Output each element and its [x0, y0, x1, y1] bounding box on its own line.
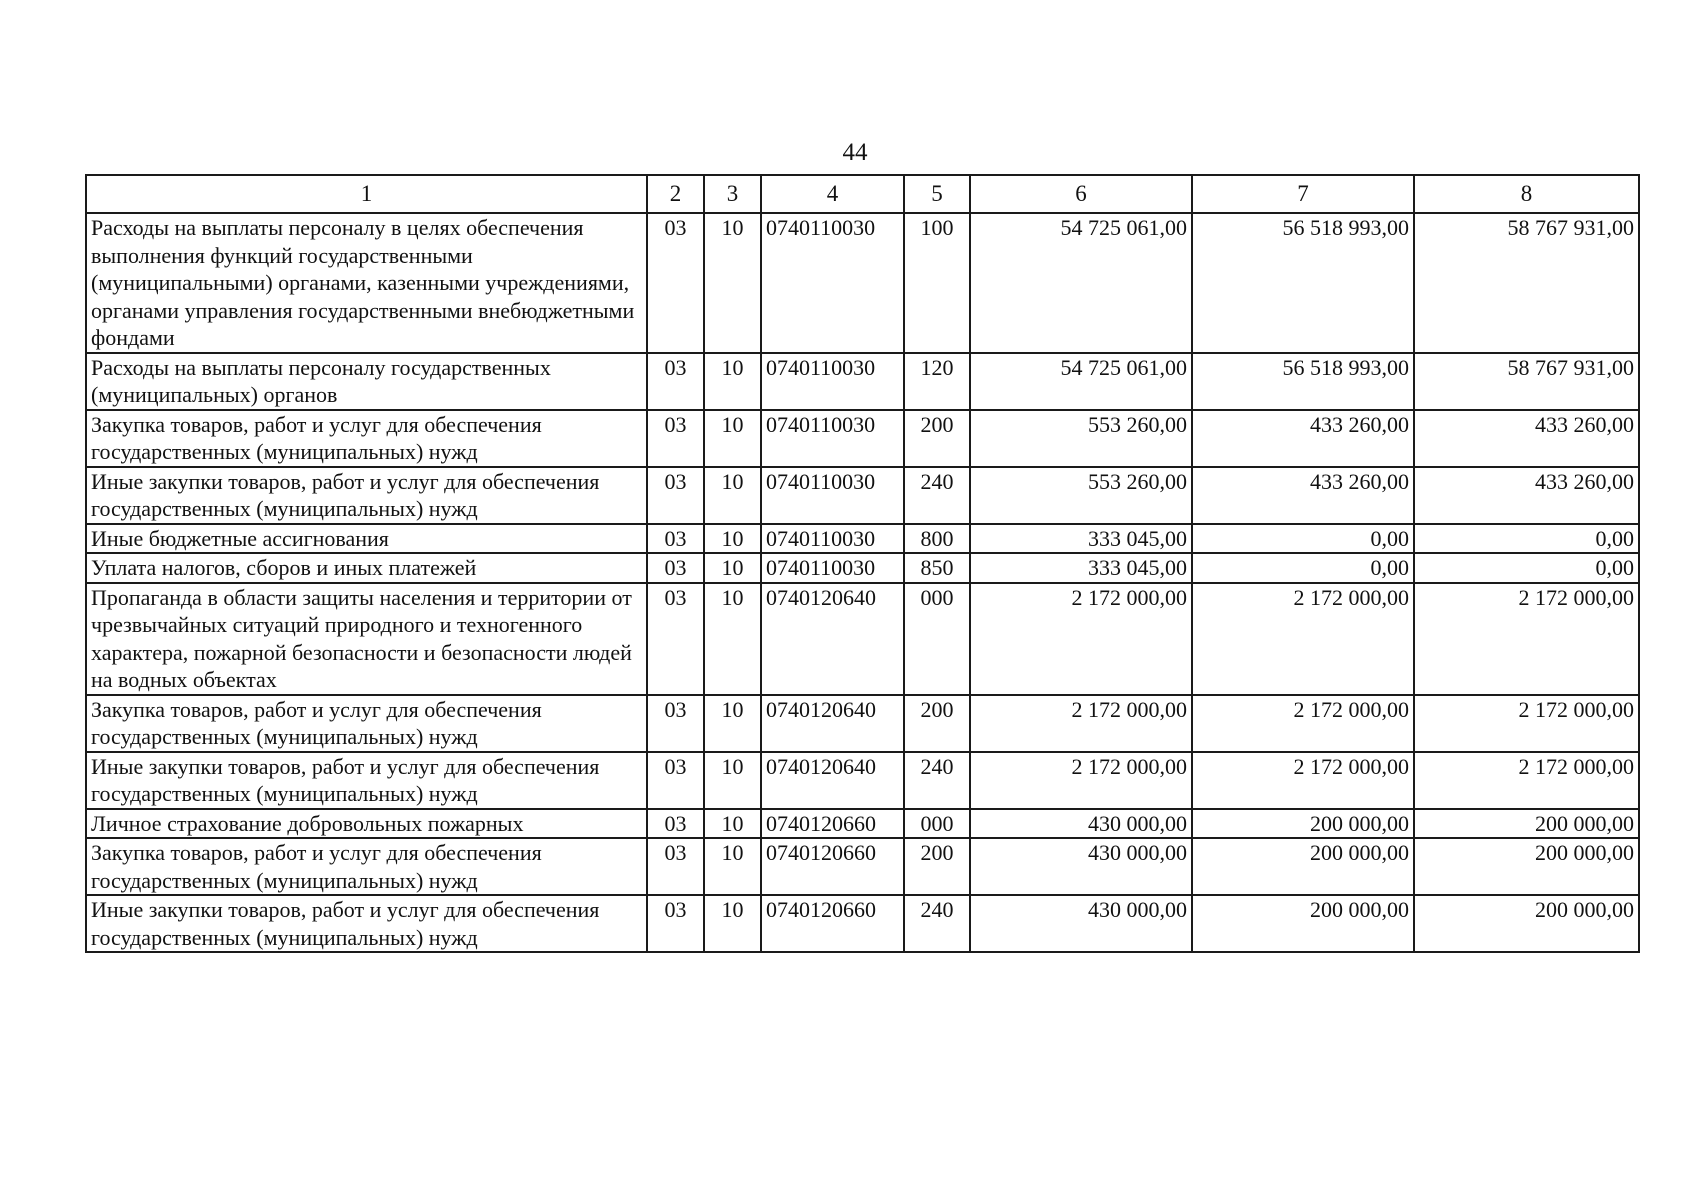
section-code-cell: 03: [647, 838, 704, 895]
column-header: 4: [761, 175, 904, 213]
amount-col7-cell: 200 000,00: [1192, 809, 1414, 839]
table-row: [86, 524, 1639, 554]
amount-col6-cell: 2 172 000,00: [970, 752, 1192, 809]
expense-type-cell: 200: [904, 410, 970, 467]
section-code-cell: 03: [647, 524, 704, 554]
amount-col6-cell: 2 172 000,00: [970, 583, 1192, 695]
subsection-code-cell: 10: [704, 353, 761, 410]
section-code-cell: 03: [647, 895, 704, 952]
target-article-cell: 0740120660: [761, 838, 904, 895]
target-article-cell: 0740110030: [761, 213, 904, 353]
amount-col7-cell: 56 518 993,00: [1192, 213, 1414, 353]
column-header: 2: [647, 175, 704, 213]
table-header-row: [86, 175, 1639, 213]
amount-col7-cell: 0,00: [1192, 524, 1414, 554]
expense-type-cell: 800: [904, 524, 970, 554]
section-code-cell: 03: [647, 410, 704, 467]
amount-col8-cell: 200 000,00: [1414, 809, 1639, 839]
section-code-cell: 03: [647, 583, 704, 695]
expense-type-cell: 240: [904, 895, 970, 952]
column-header: 3: [704, 175, 761, 213]
expense-type-cell: 200: [904, 695, 970, 752]
target-article-cell: 0740120640: [761, 752, 904, 809]
expense-name-cell: Уплата налогов, сборов и иных платежей: [86, 553, 647, 583]
expense-type-cell: 000: [904, 583, 970, 695]
section-code-cell: 03: [647, 467, 704, 524]
expense-type-cell: 000: [904, 809, 970, 839]
expense-type-cell: 240: [904, 467, 970, 524]
subsection-code-cell: 10: [704, 213, 761, 353]
amount-col8-cell: 58 767 931,00: [1414, 353, 1639, 410]
section-code-cell: 03: [647, 809, 704, 839]
subsection-code-cell: 10: [704, 695, 761, 752]
table-row: [86, 838, 1639, 895]
amount-col8-cell: 200 000,00: [1414, 895, 1639, 952]
amount-col7-cell: 2 172 000,00: [1192, 583, 1414, 695]
amount-col6-cell: 2 172 000,00: [970, 695, 1192, 752]
section-code-cell: 03: [647, 695, 704, 752]
expense-name-cell: Иные закупки товаров, работ и услуг для обеспечения государственных (муниципальных) нужд: [86, 467, 647, 524]
amount-col7-cell: 200 000,00: [1192, 838, 1414, 895]
table-row: [86, 353, 1639, 410]
amount-col8-cell: 433 260,00: [1414, 410, 1639, 467]
amount-col7-cell: 0,00: [1192, 553, 1414, 583]
amount-col6-cell: 553 260,00: [970, 410, 1192, 467]
amount-col8-cell: 0,00: [1414, 524, 1639, 554]
page-number: 44: [842, 139, 868, 166]
amount-col8-cell: 200 000,00: [1414, 838, 1639, 895]
expense-name-cell: Закупка товаров, работ и услуг для обеспечения государственных (муниципальных) нужд: [86, 838, 647, 895]
amount-col6-cell: 333 045,00: [970, 524, 1192, 554]
amount-col8-cell: 2 172 000,00: [1414, 752, 1639, 809]
table-row: [86, 410, 1639, 467]
amount-col6-cell: 54 725 061,00: [970, 353, 1192, 410]
amount-col8-cell: 0,00: [1414, 553, 1639, 583]
amount-col7-cell: 433 260,00: [1192, 410, 1414, 467]
amount-col7-cell: 2 172 000,00: [1192, 752, 1414, 809]
amount-col7-cell: 56 518 993,00: [1192, 353, 1414, 410]
target-article-cell: 0740120640: [761, 695, 904, 752]
subsection-code-cell: 10: [704, 752, 761, 809]
amount-col6-cell: 430 000,00: [970, 895, 1192, 952]
amount-col8-cell: 58 767 931,00: [1414, 213, 1639, 353]
section-code-cell: 03: [647, 752, 704, 809]
amount-col6-cell: 553 260,00: [970, 467, 1192, 524]
amount-col8-cell: 2 172 000,00: [1414, 583, 1639, 695]
column-header: 1: [86, 175, 647, 213]
table-row: [86, 895, 1639, 952]
table-row: [86, 553, 1639, 583]
subsection-code-cell: 10: [704, 410, 761, 467]
table-row: [86, 752, 1639, 809]
column-header: 6: [970, 175, 1192, 213]
expense-name-cell: Закупка товаров, работ и услуг для обеспечения государственных (муниципальных) нужд: [86, 410, 647, 467]
subsection-code-cell: 10: [704, 524, 761, 554]
amount-col6-cell: 54 725 061,00: [970, 213, 1192, 353]
target-article-cell: 0740110030: [761, 553, 904, 583]
section-code-cell: 03: [647, 553, 704, 583]
expense-type-cell: 100: [904, 213, 970, 353]
target-article-cell: 0740110030: [761, 353, 904, 410]
subsection-code-cell: 10: [704, 895, 761, 952]
table-row: [86, 583, 1639, 695]
expense-type-cell: 240: [904, 752, 970, 809]
subsection-code-cell: 10: [704, 467, 761, 524]
expense-name-cell: Личное страхование добровольных пожарных: [86, 809, 647, 839]
table-row: [86, 695, 1639, 752]
expense-name-cell: Расходы на выплаты персоналу государственных (муниципальных) органов: [86, 353, 647, 410]
amount-col7-cell: 433 260,00: [1192, 467, 1414, 524]
section-code-cell: 03: [647, 353, 704, 410]
target-article-cell: 0740110030: [761, 524, 904, 554]
target-article-cell: 0740110030: [761, 410, 904, 467]
amount-col7-cell: 2 172 000,00: [1192, 695, 1414, 752]
column-header: 8: [1414, 175, 1639, 213]
subsection-code-cell: 10: [704, 838, 761, 895]
amount-col7-cell: 200 000,00: [1192, 895, 1414, 952]
target-article-cell: 0740120640: [761, 583, 904, 695]
amount-col6-cell: 430 000,00: [970, 809, 1192, 839]
subsection-code-cell: 10: [704, 809, 761, 839]
section-code-cell: 03: [647, 213, 704, 353]
amount-col8-cell: 2 172 000,00: [1414, 695, 1639, 752]
target-article-cell: 0740120660: [761, 809, 904, 839]
target-article-cell: 0740110030: [761, 467, 904, 524]
subsection-code-cell: 10: [704, 553, 761, 583]
expense-name-cell: Иные бюджетные ассигнования: [86, 524, 647, 554]
expense-name-cell: Иные закупки товаров, работ и услуг для обеспечения государственных (муниципальных) нужд: [86, 895, 647, 952]
table-row: [86, 809, 1639, 839]
expense-name-cell: Пропаганда в области защиты населения и территории от чрезвычайных ситуаций природного и техногенного характера, пожарной безопасности и безопасности людей на водных объектах: [86, 583, 647, 695]
amount-col8-cell: 433 260,00: [1414, 467, 1639, 524]
subsection-code-cell: 10: [704, 583, 761, 695]
expense-type-cell: 200: [904, 838, 970, 895]
expense-type-cell: 850: [904, 553, 970, 583]
expense-name-cell: Иные закупки товаров, работ и услуг для обеспечения государственных (муниципальных) нужд: [86, 752, 647, 809]
expense-name-cell: Расходы на выплаты персоналу в целях обеспечения выполнения функций государственными (муниципальными) органами, казенными учреждениями, органами управления государственными внебюджетными фондами: [86, 213, 647, 353]
amount-col6-cell: 430 000,00: [970, 838, 1192, 895]
column-header: 5: [904, 175, 970, 213]
table-row: [86, 213, 1639, 353]
column-header: 7: [1192, 175, 1414, 213]
expense-name-cell: Закупка товаров, работ и услуг для обеспечения государственных (муниципальных) нужд: [86, 695, 647, 752]
budget-table: [85, 174, 1640, 953]
table-row: [86, 467, 1639, 524]
target-article-cell: 0740120660: [761, 895, 904, 952]
amount-col6-cell: 333 045,00: [970, 553, 1192, 583]
expense-type-cell: 120: [904, 353, 970, 410]
